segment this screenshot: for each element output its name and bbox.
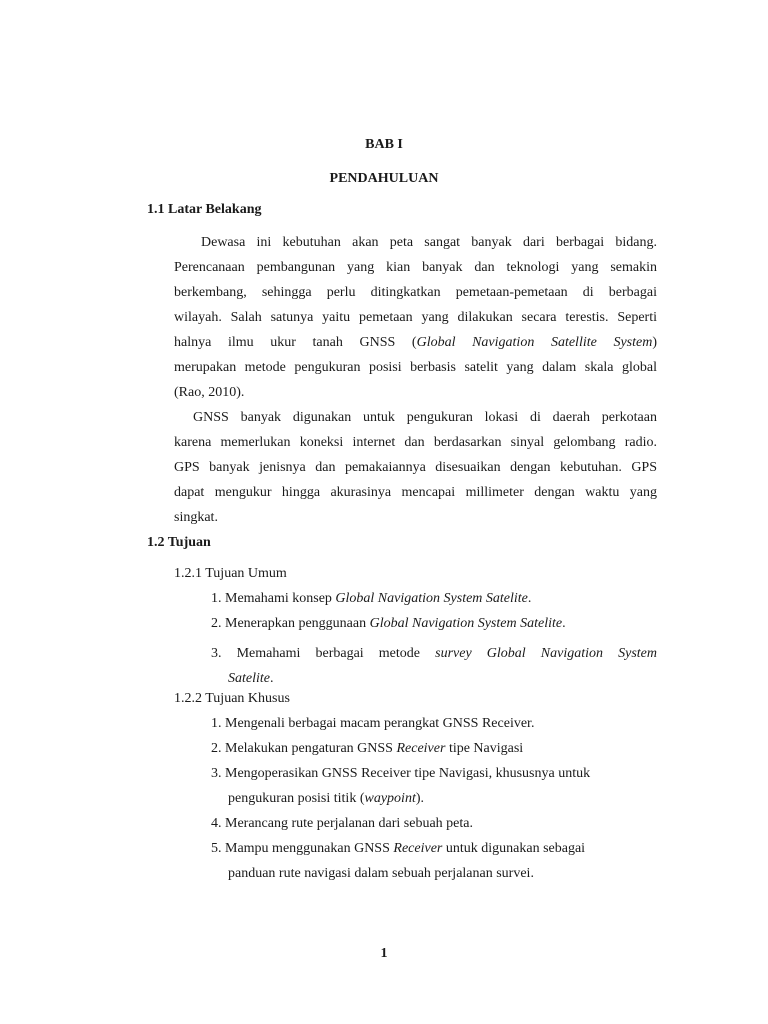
italic-term: Satelite <box>228 671 270 686</box>
chapter-title: PENDAHULUAN <box>329 171 439 186</box>
text-run: . <box>527 591 532 606</box>
paragraph-line: berkembang, sehingga perlu ditingkatkan pemetaan-pemetaan di berbagai <box>174 285 657 300</box>
italic-term: Receiver <box>393 841 443 856</box>
subsection-heading-tujuan-khusus: 1.2.2 Tujuan Khusus <box>174 691 290 706</box>
italic-term: Global Navigation Satellite System <box>416 335 653 350</box>
list-item <box>211 766 590 782</box>
text-run: halnya ilmu ukur tanah GNSS ( <box>174 335 417 350</box>
paragraph-line <box>174 330 657 355</box>
text-run: . <box>562 616 566 631</box>
list-item <box>211 641 657 691</box>
section-heading-tujuan: 1.2 Tujuan <box>147 535 211 550</box>
text-run: 1. Memahami konsep <box>211 591 336 606</box>
subsection-heading-tujuan-umum: 1.2.1 Tujuan Umum <box>174 566 287 581</box>
list-item <box>211 591 531 607</box>
paragraph-latar-belakang-1 <box>174 230 657 405</box>
italic-term: Global Navigation System Satelite <box>369 616 563 631</box>
page-number: 1 <box>380 946 388 961</box>
list-item <box>211 616 566 632</box>
text-run: 5. Mampu menggunakan GNSS <box>211 841 394 856</box>
text-run: 1. Mengenali berbagai macam perangkat GNSS Receiver. <box>211 716 535 731</box>
text-run: pengukuran posisi titik ( <box>228 791 365 806</box>
italic-term: Receiver <box>396 741 446 756</box>
paragraph-line: merupakan metode pengukuran posisi berbasis satelit yang dalam skala global <box>174 360 657 375</box>
list-item-continuation <box>228 791 424 807</box>
paragraph-line: Perencanaan pembangunan yang kian banyak dan teknologi yang semakin <box>174 260 657 275</box>
chapter-label: BAB I <box>365 137 403 152</box>
paragraph-latar-belakang-2 <box>174 405 657 530</box>
italic-term: survey Global Navigation System <box>435 646 657 661</box>
text-run: 3. Memahami berbagai metode <box>211 646 436 661</box>
paragraph-line: wilayah. Salah satunya yaitu pemetaan yang dilakukan secara terestis. Seperti <box>174 310 657 325</box>
paragraph-line: dapat mengukur hingga akurasinya mencapai millimeter dengan waktu yang <box>174 485 657 500</box>
paragraph-line: karena memerlukan koneksi internet dan berdasarkan sinyal gelombang radio. <box>174 435 657 450</box>
italic-term: Global Navigation System Satelite <box>335 591 528 606</box>
section-heading-latar-belakang: 1.1 Latar Belakang <box>147 202 262 217</box>
list-item <box>211 816 473 832</box>
list-item <box>211 716 534 732</box>
text-run: 2. Menerapkan penggunaan <box>211 616 370 631</box>
italic-term: waypoint <box>364 791 416 806</box>
text-run: tipe Navigasi <box>445 741 524 756</box>
list-item-continuation <box>228 866 534 882</box>
paragraph-line: GPS banyak jenisnya dan pemakaiannya disesuaikan dengan kebutuhan. GPS <box>174 460 657 475</box>
list-item <box>211 741 523 757</box>
list-item-line <box>211 666 657 691</box>
text-run: ). <box>415 791 425 806</box>
paragraph-line: (Rao, 2010). <box>174 385 245 400</box>
paragraph-line: Dewasa ini kebutuhan akan peta sangat banyak dari berbagai bidang. <box>201 235 657 250</box>
text-run: 2. Melakukan pengaturan GNSS <box>211 741 397 756</box>
text-run: ) <box>652 335 657 350</box>
text-run: panduan rute navigasi dalam sebuah perjalanan survei. <box>228 866 534 881</box>
list-item <box>211 841 585 857</box>
text-run: . <box>270 671 274 686</box>
text-run: 3. Mengoperasikan GNSS Receiver tipe Navigasi, khususnya untuk <box>211 766 591 781</box>
paragraph-line: GNSS banyak digunakan untuk pengukuran lokasi di daerah perkotaan <box>193 410 657 425</box>
list-item-line <box>211 641 657 666</box>
text-run: untuk digunakan sebagai <box>442 841 586 856</box>
paragraph-line: singkat. <box>174 510 218 525</box>
text-run: 4. Merancang rute perjalanan dari sebuah peta. <box>211 816 473 831</box>
